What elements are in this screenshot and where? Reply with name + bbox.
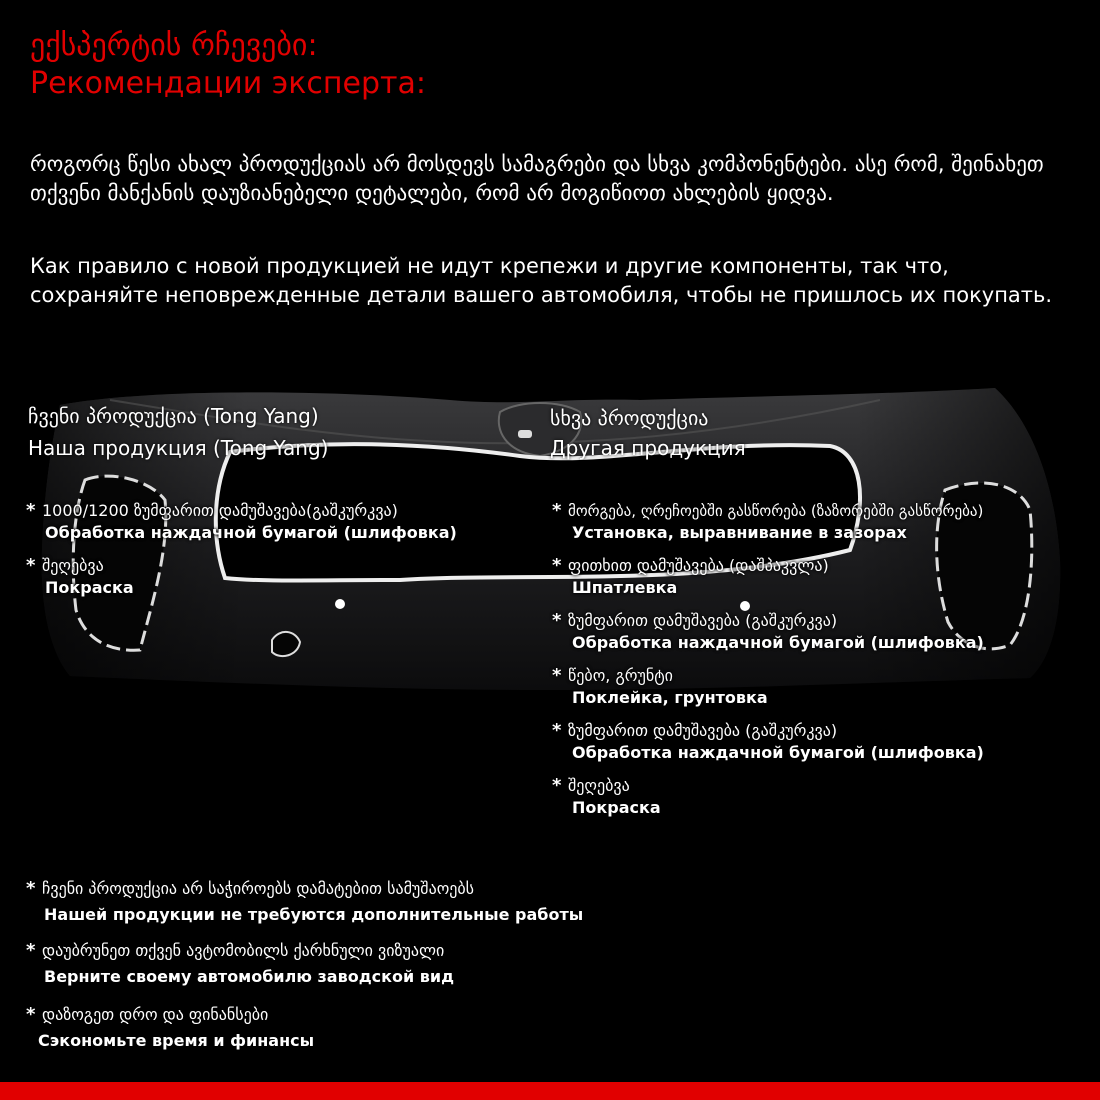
intro-georgian: როგორც წესი ახალ პროდუქციას არ მოსდევს სამაგრები და სხვა კომპონენტები. ასე რომ, შეინახეთ თქვენი მანქანის დაუზიანებელი დეტალები, რომ არ მოგიწიოთ ახლების ყიდვა. (30, 152, 1044, 205)
bullet-star: * (552, 775, 562, 796)
our-step-1-georgian: 1000/1200 ზუმფარით დამუშავება(გაშკურკვა) (42, 501, 398, 520)
benefit-2-russian: Верните своему автомобилю заводской вид (44, 967, 454, 986)
other-step-2-russian: Шпатлевка (572, 578, 678, 597)
benefit-3-russian: Сэкономьте время и финансы (38, 1031, 315, 1050)
our-product-heading-russian: Наша продукция (Tong Yang) (28, 436, 329, 460)
intro-russian: Как правило с новой продукцией не идут крепежи и другие компоненты, так что, сохраняйте неповрежденные детали вашего автомобиля, чтобы не пришлось их покупать. (30, 254, 1053, 307)
bottom-red-bar (0, 1082, 1100, 1100)
benefit-1 (26, 876, 583, 928)
other-step-5 (552, 720, 984, 764)
bullet-star: * (552, 720, 562, 741)
other-step-6-russian: Покраска (572, 798, 661, 817)
bullet-star: * (26, 500, 36, 521)
benefit-1-georgian: ჩვენი პროდუქცია არ საჭიროებს დამატებით სამუშაოებს (42, 879, 475, 898)
other-step-3 (552, 610, 984, 654)
other-step-5-russian: Обработка наждачной бумагой (шлифовка) (572, 743, 984, 762)
bullet-star: * (26, 940, 36, 961)
title-georgian: ექსპერტის რჩევები: (30, 28, 318, 63)
other-step-1 (552, 500, 983, 544)
benefit-3 (26, 1002, 314, 1054)
bullet-star: * (552, 610, 562, 631)
our-step-2-georgian: შეღებვა (42, 556, 104, 575)
other-step-4 (552, 665, 768, 709)
other-product-heading-russian: Другая продукция (550, 436, 746, 460)
bullet-star: * (552, 500, 562, 521)
benefit-3-georgian: დაზოგეთ დრო და ფინანსები (42, 1005, 269, 1024)
other-step-2 (552, 555, 829, 599)
benefit-2-georgian: დაუბრუნეთ თქვენ ავტომობილს ქარხნული ვიზუალი (42, 941, 445, 960)
our-step-2-russian: Покраска (45, 578, 134, 597)
other-step-2-georgian: ფითხით დამუშავება (დაშპაკვლა) (568, 556, 829, 575)
our-step-2 (26, 555, 134, 599)
bullet-star: * (26, 878, 36, 899)
bullet-star: * (552, 665, 562, 686)
other-step-5-georgian: ზუმფარით დამუშავება (გაშკურკვა) (568, 721, 838, 740)
other-step-3-russian: Обработка наждачной бумагой (шлифовка) (572, 633, 984, 652)
benefit-2 (26, 938, 454, 990)
other-product-heading-georgian: სხვა პროდუქცია (550, 406, 709, 430)
bullet-star: * (26, 555, 36, 576)
our-step-1-russian: Обработка наждачной бумагой (шлифовка) (45, 523, 457, 542)
benefit-1-russian: Нашей продукции не требуются дополнительные работы (44, 905, 584, 924)
other-step-3-georgian: ზუმფარით დამუშავება (გაშკურკვა) (568, 611, 838, 630)
our-step-1 (26, 500, 457, 544)
other-step-1-georgian: მორგება, ღრეჩოებში გასწორება (ზაზორებში გასწორება) (568, 502, 984, 520)
bullet-star: * (552, 555, 562, 576)
other-step-1-russian: Установка, выравнивание в зазорах (572, 523, 907, 542)
other-step-4-georgian: წებო, გრუნტი (568, 666, 673, 685)
other-step-6-georgian: შეღებვა (568, 776, 630, 795)
other-step-4-russian: Поклейка, грунтовка (572, 688, 768, 707)
bullet-star: * (26, 1004, 36, 1025)
title-russian: Рекомендации эксперта: (30, 66, 426, 101)
other-step-6 (552, 775, 661, 819)
our-product-heading-georgian: ჩვენი პროდუქცია (Tong Yang) (28, 404, 319, 428)
